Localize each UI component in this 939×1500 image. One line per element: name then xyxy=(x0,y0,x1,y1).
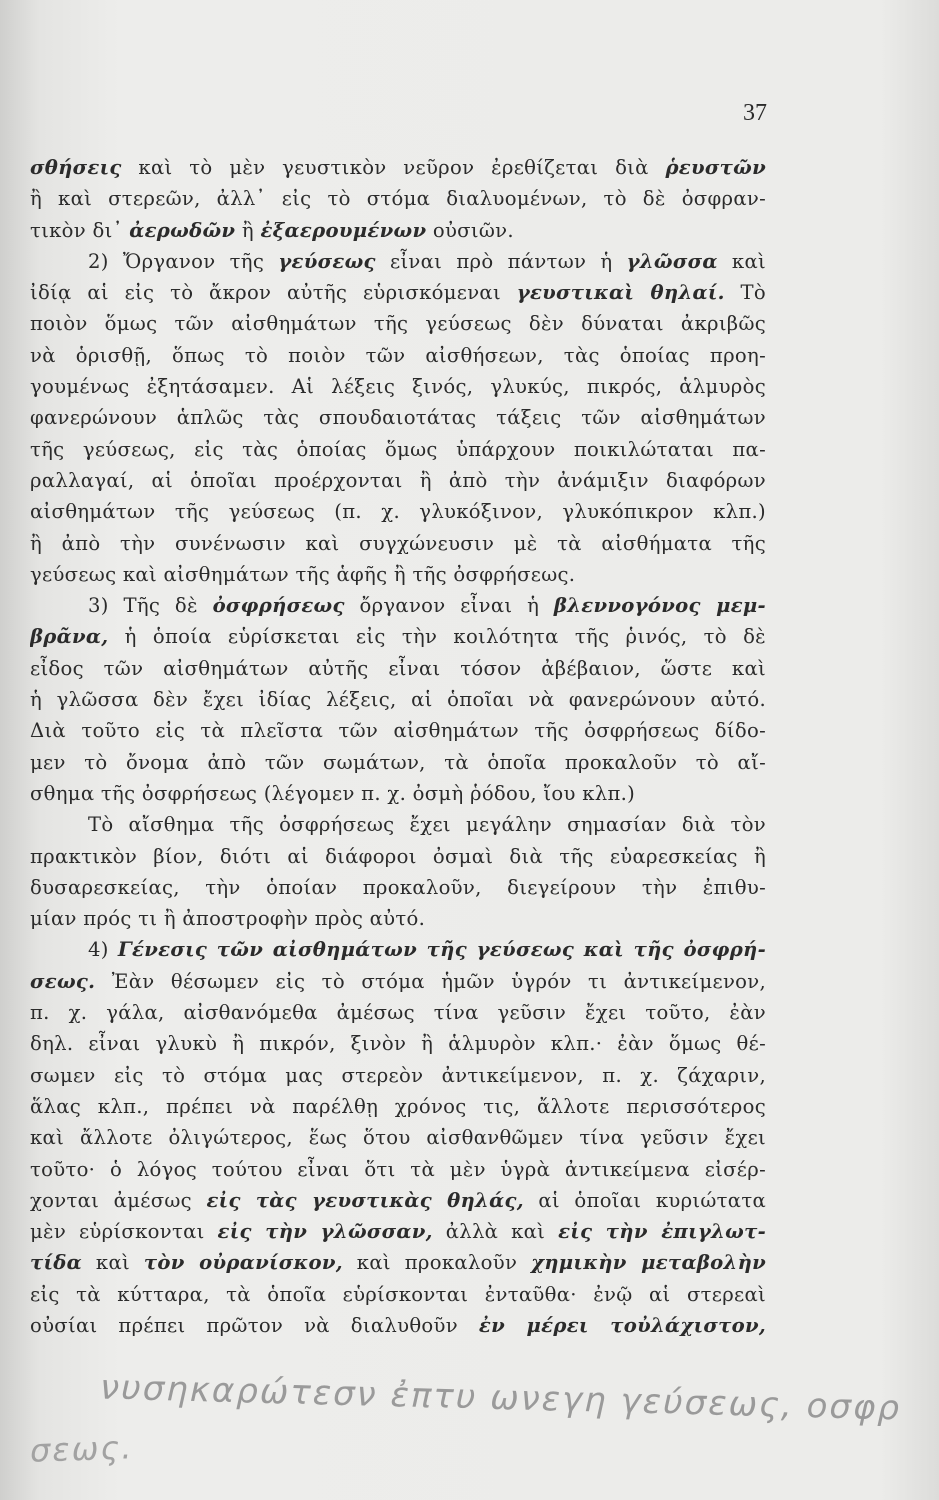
text-line xyxy=(30,559,766,590)
text-line xyxy=(30,402,766,433)
text-line xyxy=(30,966,766,997)
text-run: εἶναι πρὸ πάντων ἡ xyxy=(375,249,627,273)
page-number: 37 xyxy=(743,100,767,126)
emphasized-term: χημικὴν μεταβολὴν xyxy=(531,1251,766,1275)
text-run: ἡ ὁποία εὑρίσκεται εἰς τὴν κοιλότητα τῆς ῥινός, τὸ δὲ xyxy=(108,625,766,649)
body-text xyxy=(30,152,766,1341)
text-run: ποιὸν ὅμως τῶν αἰσθημάτων τῆς γεύσεως δὲν δύναται ἀκριβῶς xyxy=(30,312,766,336)
text-line xyxy=(30,778,766,809)
text-line xyxy=(30,371,766,402)
text-run: νὰ ὁρισθῇ, ὅπως τὸ ποιὸν τῶν αἰσθήσεων, τὰς ὁποίας προη- xyxy=(30,343,766,367)
text-run: ὄργανον εἶναι ἡ xyxy=(344,594,554,618)
text-run: ἢ καὶ στερεῶν, ἀλλ᾽ εἰς τὸ στόμα διαλυομένων, τὸ δὲ ὀσφραν- xyxy=(30,187,766,211)
text-run: καὶ τὸ μὲν γευστικὸν νεῦρον ἐρεθίζεται διὰ xyxy=(121,156,666,179)
emphasized-term: σεως. xyxy=(30,969,96,993)
text-run: αἰσθημάτων τῆς γεύσεως (π. χ. γλυκόξινον, γλυκόπικρον κλπ.) xyxy=(30,500,766,524)
text-run: μὲν εὑρίσκονται xyxy=(30,1220,218,1244)
emphasized-term: γευστικαὶ θηλαί. xyxy=(516,281,725,305)
emphasized-term: βρᾶνα, xyxy=(30,625,109,649)
handwritten-note-line-1: νυσηκαρώτεσν ἐπτυ ωνεγη γεύσεως, οσφρ xyxy=(99,1367,902,1429)
emphasized-term: ἐξαερουμένων xyxy=(260,218,427,242)
text-line xyxy=(30,465,766,496)
text-run: Τὸ αἴσθημα τῆς ὀσφρήσεως ἔχει μεγάλην σημασίαν διὰ τὸν xyxy=(88,813,766,837)
text-line xyxy=(30,340,766,371)
text-run: γεύσεως καὶ αἰσθημάτων τῆς ἁφῆς ἢ τῆς ὀσφρήσεως. xyxy=(30,562,576,586)
handwritten-note-line-2: σεως. xyxy=(29,1428,134,1470)
text-run: 2) Ὄργανον τῆς xyxy=(88,249,279,273)
text-run: ἀλλὰ καὶ xyxy=(432,1220,559,1244)
emphasized-term: εἰς τὴν ἐπιγλωτ- xyxy=(558,1220,766,1244)
text-line xyxy=(30,997,766,1028)
text-run: 3) Τῆς δὲ xyxy=(88,594,213,618)
text-run: μίαν πρός τι ἢ ἀποστροφὴν πρὸς αὐτό. xyxy=(30,907,426,931)
text-line xyxy=(30,684,766,715)
text-run: ἰδίᾳ αἱ εἰς τὸ ἄκρον αὐτῆς εὑρισκόμεναι xyxy=(30,281,517,305)
text-line xyxy=(30,528,766,559)
emphasized-term: Γένεσις τῶν αἰσθημάτων τῆς γεύσεως καὶ τῆς ὀσφρή- xyxy=(117,938,766,962)
text-line xyxy=(30,903,766,934)
text-run: εἰς τὰ κύτταρα, τὰ ὁποῖα εὑρίσκονται ἐνταῦθα· ἐνῷ αἱ στερεαὶ xyxy=(30,1282,766,1306)
text-run: ἡ γλῶσσα δὲν ἔχει ἰδίας λέξεις, αἱ ὁποῖαι νὰ φανερώνουν αὐτό. xyxy=(30,688,766,712)
text-run: ἢ ἀπὸ τὴν συνένωσιν καὶ συγχώνευσιν μὲ τὰ αἰσθήματα τῆς xyxy=(30,531,766,555)
text-run: ἢ xyxy=(235,218,261,242)
text-line xyxy=(30,841,766,872)
text-run: Διὰ τοῦτο εἰς τὰ πλεῖστα τῶν αἰσθημάτων τῆς ὀσφρήσεως δίδο- xyxy=(30,719,766,743)
text-line xyxy=(30,934,766,965)
text-run: μεν τὸ ὄνομα ἀπὸ τῶν σωμάτων, τὰ ὁποῖα προκαλοῦν τὸ αἴ- xyxy=(30,750,766,774)
text-run: Ἐὰν θέσωμεν εἰς τὸ στόμα ἡμῶν ὑγρόν τι ἀντικείμενον, xyxy=(95,969,766,993)
text-line xyxy=(30,715,766,746)
text-run: χονται ἀμέσως xyxy=(30,1188,207,1212)
text-line xyxy=(30,1091,766,1122)
text-run: τῆς γεύσεως, εἰς τὰς ὁποίας ὅμως ὑπάρχουν ποικιλώταται πα- xyxy=(30,437,766,461)
text-run: εἶδος τῶν αἰσθημάτων αὐτῆς εἶναι τόσον ἀβέβαιον, ὥστε καὶ xyxy=(30,656,766,680)
text-line xyxy=(30,1028,766,1059)
emphasized-term: εἰς τὰς γευστικὰς θηλάς, xyxy=(206,1188,524,1212)
text-run: γουμένως ἐξητάσαμεν. Αἱ λέξεις ξινός, γλυκύς, πικρός, ἁλμυρὸς xyxy=(30,375,766,399)
text-line xyxy=(30,1310,766,1341)
text-run: τοῦτο· ὁ λόγος τούτου εἶναι ὅτι τὰ μὲν ὑγρὰ ἀντικείμενα εἰσέρ- xyxy=(30,1157,766,1181)
text-run: πρακτικὸν βίον, διότι αἱ διάφοροι ὀσμαὶ διὰ τῆς εὐαρεσκείας ἢ xyxy=(30,844,766,868)
emphasized-term: ὀσφρήσεως xyxy=(212,594,345,618)
text-line xyxy=(30,1279,766,1310)
text-line xyxy=(30,152,766,183)
emphasized-term: γεύσεως xyxy=(278,249,376,273)
handwritten-note xyxy=(29,1367,935,1488)
text-run: φανερώνουν ἁπλῶς τὰς σπουδαιοτάτας τάξεις τῶν αἰσθημάτων xyxy=(30,406,766,430)
emphasized-term: γλῶσσα xyxy=(626,249,718,273)
text-line xyxy=(30,809,766,840)
text-line xyxy=(30,747,766,778)
text-run: δυσαρεσκείας, τὴν ὁποίαν προκαλοῦν, διεγείρουν τὴν ἐπιθυ- xyxy=(30,875,766,899)
text-run: καὶ ἄλλοτε ὀλιγώτερος, ἕως ὅτου αἰσθανθῶμεν τίνα γεῦσιν ἔχει xyxy=(30,1126,766,1150)
text-run: σθημα τῆς ὀσφρήσεως (λέγομεν π. χ. ὀσμὴ ῥόδου, ἴου κλπ.) xyxy=(30,781,636,805)
text-line xyxy=(30,621,766,652)
text-line xyxy=(30,308,766,339)
emphasized-term: βλεννογόνος μεμ- xyxy=(553,594,766,618)
text-line xyxy=(30,277,766,308)
text-run: τικὸν δι᾽ xyxy=(30,218,130,242)
emphasized-term: σθήσεις xyxy=(30,156,122,179)
text-line xyxy=(30,1122,766,1153)
text-run: σωμεν εἰς τὸ στόμα μας στερεὸν ἀντικείμενον, π. χ. ζάχαριν, xyxy=(30,1063,766,1087)
text-run: 4) xyxy=(88,938,118,962)
text-line xyxy=(30,1247,766,1278)
emphasized-term: ἀερωδῶν xyxy=(129,218,236,242)
text-run: αἱ ὁποῖαι κυριώτατα xyxy=(523,1188,766,1212)
text-run: ἅλας κλπ., πρέπει νὰ παρέλθῃ χρόνος τις, ἄλλοτε περισσότερος xyxy=(30,1094,766,1118)
emphasized-term: ῥευστῶν xyxy=(665,156,766,179)
text-run: καὶ xyxy=(82,1251,144,1275)
text-line xyxy=(30,1154,766,1185)
text-run: καὶ προκαλοῦν xyxy=(342,1251,532,1275)
text-run: π. χ. γάλα, αἰσθανόμεθα ἀμέσως τίνα γεῦσιν ἔχει τοῦτο, ἐὰν xyxy=(30,1001,766,1025)
emphasized-term: εἰς τὴν γλῶσσαν, xyxy=(217,1220,433,1244)
text-run: Τὸ xyxy=(724,281,766,305)
text-line xyxy=(30,215,766,246)
text-line xyxy=(30,653,766,684)
text-line xyxy=(30,872,766,903)
emphasized-term: τὸν οὐρανίσκον, xyxy=(143,1251,343,1275)
text-line xyxy=(30,496,766,527)
text-run: οὐσίαι πρέπει πρῶτον νὰ διαλυθοῦν xyxy=(30,1313,479,1337)
text-run: καὶ xyxy=(717,249,766,273)
text-run: δηλ. εἶναι γλυκὺ ἢ πικρόν, ξινὸν ἢ ἁλμυρὸν κλπ.· ἐὰν ὅμως θέ- xyxy=(30,1032,766,1056)
emphasized-term: ἐν μέρει τοὐλάχιστον, xyxy=(478,1313,766,1337)
text-line xyxy=(30,1216,766,1247)
text-line xyxy=(30,590,766,621)
text-run: ραλλαγαί, αἱ ὁποῖαι προέρχονται ἢ ἀπὸ τὴν ἀνάμιξιν διαφόρων xyxy=(30,468,766,492)
text-line xyxy=(30,1185,766,1216)
text-line xyxy=(30,246,766,277)
text-line xyxy=(30,1060,766,1091)
text-line xyxy=(30,434,766,465)
text-line xyxy=(30,183,766,214)
text-run: οὐσιῶν. xyxy=(426,218,514,242)
emphasized-term: τίδα xyxy=(30,1251,83,1275)
